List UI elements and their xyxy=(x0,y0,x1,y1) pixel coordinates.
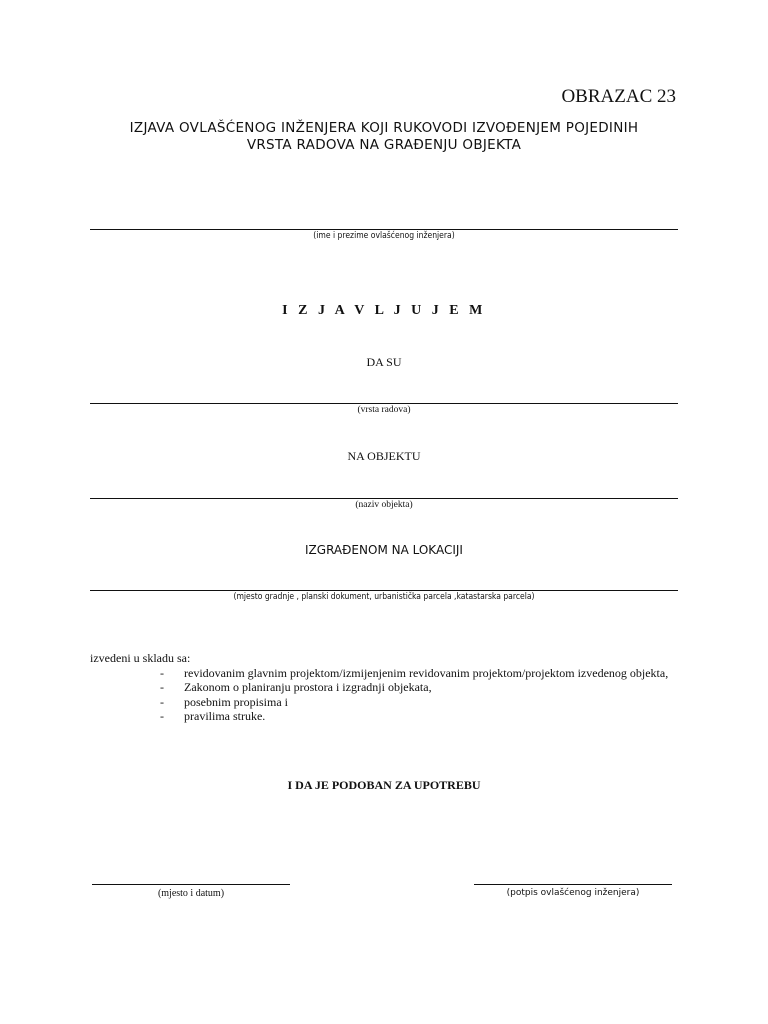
place-date-line[interactable] xyxy=(92,884,290,885)
signature-line[interactable] xyxy=(474,884,672,885)
list-item-text: posebnim propisima i xyxy=(184,694,288,709)
engineer-name-line[interactable] xyxy=(90,229,678,230)
object-name-caption: (naziv objekta) xyxy=(355,500,413,510)
list-item xyxy=(90,666,676,681)
list-item xyxy=(90,680,676,695)
object-name-line[interactable] xyxy=(90,498,678,499)
list-item xyxy=(90,695,676,710)
place-date-caption: (mjesto i datum) xyxy=(157,888,225,899)
title-line-2: VRSTA RADOVA NA GRAĐENJU OBJEKTA xyxy=(246,137,522,153)
form-number: OBRAZAC 23 xyxy=(561,86,676,107)
list-marker: - xyxy=(160,665,164,680)
location-heading: IZGRAĐENOM NA LOKACIJI xyxy=(305,543,463,557)
list-item-text: Zakonom o planiranju prostora i izgradnji objekata, xyxy=(184,680,432,694)
list-item-text: revidovanim glavnim projektom/izmijenjenim revidovanim projektom/projektom izvedenog objekta, xyxy=(184,665,669,680)
list-item-text: pravilima struke. xyxy=(184,709,266,723)
list-item xyxy=(90,709,676,724)
location-caption: (mjesto gradnje , planski dokument, urbanistička parcela ,katastarska parcela) xyxy=(233,592,535,602)
list-marker: - xyxy=(160,680,164,694)
location-line[interactable] xyxy=(90,590,678,591)
declare-heading: I Z J A V L J U J E M xyxy=(282,303,486,318)
works-type-caption: (vrsta radova) xyxy=(357,405,411,415)
da-su-label: DA SU xyxy=(366,355,402,369)
document-title xyxy=(60,120,708,154)
compliance-section xyxy=(90,651,676,724)
works-type-line[interactable] xyxy=(90,403,678,404)
list-marker: - xyxy=(160,709,164,723)
list-marker: - xyxy=(160,694,164,709)
compliance-intro: izvedeni u skladu sa: xyxy=(90,651,191,665)
signature-caption: (potpis ovlašćenog inženjera) xyxy=(506,888,640,898)
na-objektu-label: NA OBJEKTU xyxy=(347,449,421,463)
fit-for-use-statement: I DA JE PODOBAN ZA UPOTREBU xyxy=(287,778,481,792)
title-line-1: IZJAVA OVLAŠĆENOG INŽENJERA KOJI RUKOVODI IZVOĐENJEM POJEDINIH xyxy=(129,120,639,136)
compliance-list xyxy=(90,666,676,724)
engineer-name-caption: (ime i prezime ovlašćenog inženjera) xyxy=(313,231,455,241)
